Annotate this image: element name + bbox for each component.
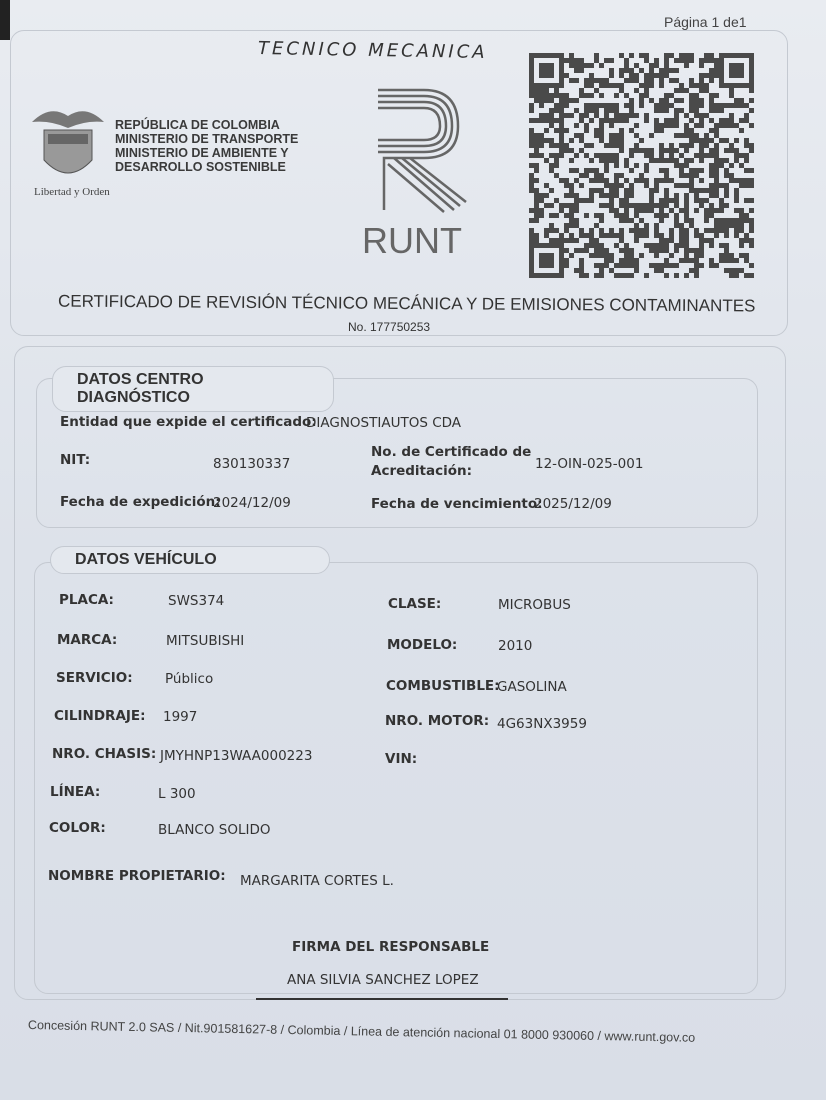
linea-label: LÍNEA: (50, 784, 101, 800)
motor-label: NRO. MOTOR: (385, 713, 490, 729)
placa-label: PLACA: (59, 592, 114, 608)
placa-value: SWS374 (168, 593, 225, 609)
ministry-line: DESARROLLO SOSTENIBLE (115, 160, 286, 174)
nit-value: 830130337 (213, 456, 291, 472)
certificate-number: No. 177750253 (348, 320, 431, 334)
acreditacion-value: 12-OIN-025-001 (535, 456, 644, 472)
marca-value: MITSUBISHI (166, 633, 245, 649)
firma-name: ANA SILVIA SANCHEZ LOPEZ (287, 972, 479, 988)
runt-logo-text: RUNT (362, 220, 462, 261)
servicio-label: SERVICIO: (56, 670, 133, 686)
ministry-line: REPÚBLICA DE COLOMBIA (115, 118, 280, 132)
chasis-label: NRO. CHASIS: (52, 746, 157, 762)
document-title: CERTIFICADO DE REVISIÓN TÉCNICO MECÁNICA Y DE EMISIONES CONTAMINANTES (57, 291, 756, 316)
motto: Libertad y Orden (34, 186, 110, 198)
cilindraje-label: CILINDRAJE: (54, 708, 146, 724)
signature-line (256, 998, 508, 1000)
acreditacion-label-2: Acreditación: (371, 463, 473, 479)
ministry-line: MINISTERIO DE AMBIENTE Y (115, 146, 289, 160)
ministry-block (115, 118, 298, 174)
combustible-label: COMBUSTIBLE: (386, 678, 500, 694)
coat-of-arms-icon (30, 102, 106, 186)
vin-label: VIN: (385, 751, 418, 767)
acreditacion-label: No. de Certificado de (371, 444, 532, 460)
modelo-label: MODELO: (387, 637, 458, 653)
color-value: BLANCO SOLIDO (158, 822, 271, 838)
handwritten-note: TECNICO MECANICA (257, 37, 488, 64)
color-label: COLOR: (49, 820, 106, 836)
footer-text: Concesión RUNT 2.0 SAS / Nit.901581627-8 / Colombia / Línea de atención nacional 01 8000 930060 / www.runt.gov.co (27, 1018, 696, 1045)
vehiculo-box (34, 562, 758, 994)
marca-label: MARCA: (57, 632, 118, 648)
entidad-value: DIAGNOSTIAUTOS CDA (306, 415, 462, 431)
entidad-label: Entidad que expide el certificado: (60, 414, 317, 430)
servicio-value: Público (165, 671, 214, 687)
combustible-value: GASOLINA (497, 679, 567, 695)
section-title-centro: DATOS CENTRO DIAGNÓSTICO (52, 366, 334, 412)
cilindraje-value: 1997 (163, 709, 198, 725)
firma-label: FIRMA DEL RESPONSABLE (292, 939, 490, 955)
ministry-line: MINISTERIO DE TRANSPORTE (115, 132, 299, 146)
motor-value: 4G63NX3959 (497, 716, 587, 732)
clase-value: MICROBUS (498, 597, 571, 613)
clase-label: CLASE: (388, 596, 442, 612)
fecha-expedicion-label: Fecha de expedición: (60, 494, 221, 510)
qr-code (526, 52, 758, 278)
modelo-value: 2010 (498, 638, 533, 654)
runt-r-logo-icon (374, 86, 468, 216)
linea-value: L 300 (158, 786, 196, 802)
page-indicator: Página 1 de1 (664, 14, 747, 30)
chasis-value: JMYHNP13WAA000223 (160, 748, 313, 764)
propietario-label: NOMBRE PROPIETARIO: (48, 868, 226, 884)
section-title-vehiculo: DATOS VEHÍCULO (50, 546, 330, 574)
propietario-value: MARGARITA CORTES L. (240, 873, 394, 889)
fecha-expedicion-value: 2024/12/09 (213, 495, 291, 511)
nit-label: NIT: (60, 452, 91, 468)
fecha-vencimiento-label: Fecha de vencimiento: (371, 496, 543, 512)
fecha-vencimiento-value: 2025/12/09 (534, 496, 612, 512)
photo-edge (0, 0, 10, 40)
